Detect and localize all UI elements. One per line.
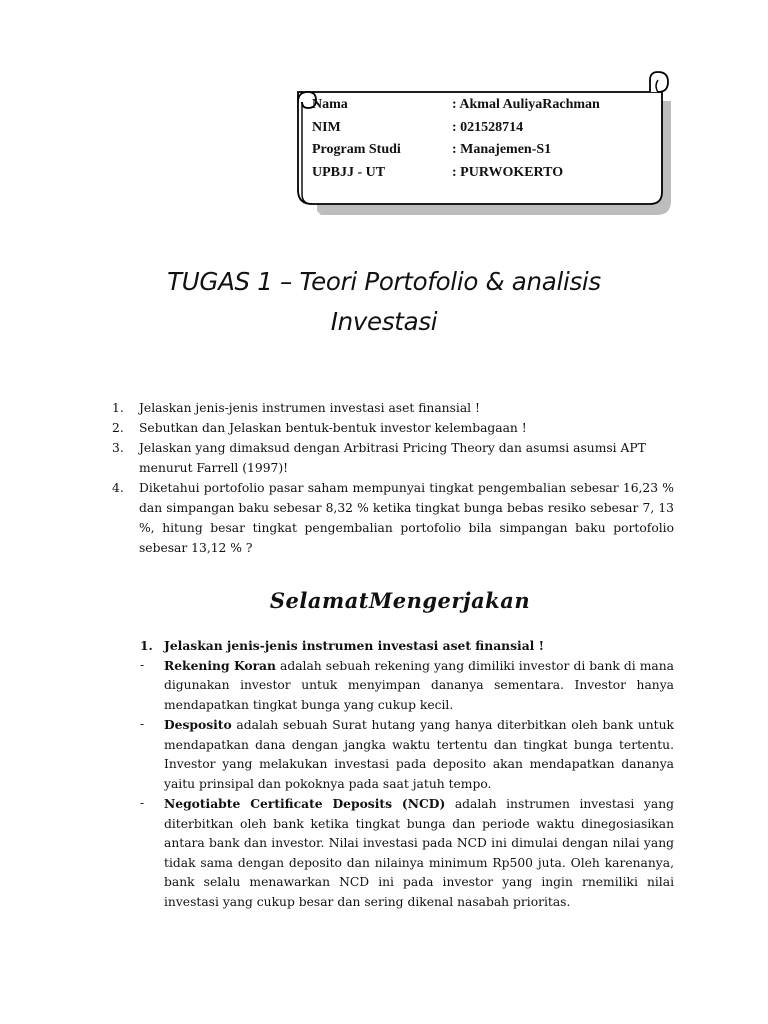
question-number: 2. (112, 421, 124, 435)
definition-item (140, 794, 674, 912)
info-row (312, 117, 600, 140)
student-info-table (312, 94, 600, 184)
info-row (312, 94, 600, 117)
bullet-dash: - (140, 796, 145, 810)
question-item (112, 478, 674, 558)
question-list (112, 398, 674, 558)
greeting-text: SelamatMengerjakan (269, 588, 531, 613)
answer-section (140, 636, 674, 912)
title-line-2: Investasi (330, 307, 438, 336)
definition-text: adalah sebuah Surat hutang yang hanya diterbitkan oleh bank untuk mendapatkan dana dengan jangka waktu tertentu dan tingkat bunga tertentu. Investor yang melakukan investasi pada deposito akan mendapatkan dananya yaitu prinsipal dan pokoknya pada saat jatuh tempo. (164, 718, 674, 791)
question-number: 1. (112, 401, 124, 415)
answer-heading (140, 636, 674, 656)
info-row (312, 162, 600, 185)
question-text: Jelaskan jenis-jenis instrumen investasi aset finansial ! (139, 401, 480, 415)
question-text: Diketahui portofolio pasar saham mempunyai tingkat pengembalian sebesar 16,23 % dan simpangan baku sebesar 8,32 % ketika tingkat bunga bebas resiko sebesar 7, 13 %, hitung besar tingkat pengembalian portofolio bila simpangan baku portofolio sebesar 13,12 % ? (139, 481, 674, 555)
bullet-dash: - (140, 717, 145, 731)
definition-term: Negotiabte Certificate Deposits (NCD) (164, 796, 446, 811)
question-number: 3. (112, 441, 124, 455)
info-value: : Manajemen-S1 (452, 142, 552, 158)
question-text: Sebutkan dan Jelaskan bentuk-bentuk investor kelembagaan ! (139, 421, 527, 435)
info-label: UPBJJ - UT (312, 164, 386, 180)
answer-number: 1. (140, 638, 153, 653)
question-text: Jelaskan yang dimaksud dengan Arbitrasi Pricing Theory dan asumsi asumsi APT menurut Farrell (1997)! (139, 441, 646, 475)
info-value: : 021528714 (452, 119, 524, 135)
definition-text: adalah sebuah rekening yang dimiliki investor di bank di mana digunakan investor untuk menyimpan dananya sementara. Investor hanya mendapatkan tingkat bunga yang cukup kecil. (164, 658, 675, 712)
info-value: : PURWOKERTO (452, 164, 564, 180)
definition-text: adalah instrumen investasi yang diterbitkan oleh bank ketika tingkat bunga dan periode waktu dinegosiasikan antara bank dan investor. Nilai investasi pada NCD ini dimulai dengan nilai yang tidak sama dengan deposito dan nilainya minimum Rp500 juta. Oleh karenanya, bank selalu menawarkan NCD ini pada investor yang ingin rnemiliki nilai investasi yang cukup besar dan sering dikenal nasabah prioritas. (164, 797, 674, 909)
definition-term: Desposito (164, 717, 232, 732)
title-line-1: TUGAS 1 – Teori Portofolio & analisis (167, 267, 601, 296)
definition-term: Rekening Koran (164, 657, 276, 673)
question-item (112, 418, 674, 438)
page-title (100, 262, 668, 342)
definition-item (140, 715, 674, 794)
question-item (112, 398, 674, 418)
answer-heading-text: Jelaskan jenis-jenis instrumen investasi aset finansial ! (164, 638, 545, 653)
info-value: : Akmal AuliyaRachman (452, 97, 600, 113)
info-row (312, 139, 600, 162)
question-item (112, 438, 674, 478)
question-number: 4. (112, 481, 124, 495)
info-label: Program Studi (312, 142, 401, 158)
info-label: Nama (312, 97, 348, 113)
definition-item (140, 656, 674, 716)
info-label: NIM (312, 119, 341, 135)
bullet-dash: - (140, 657, 145, 672)
